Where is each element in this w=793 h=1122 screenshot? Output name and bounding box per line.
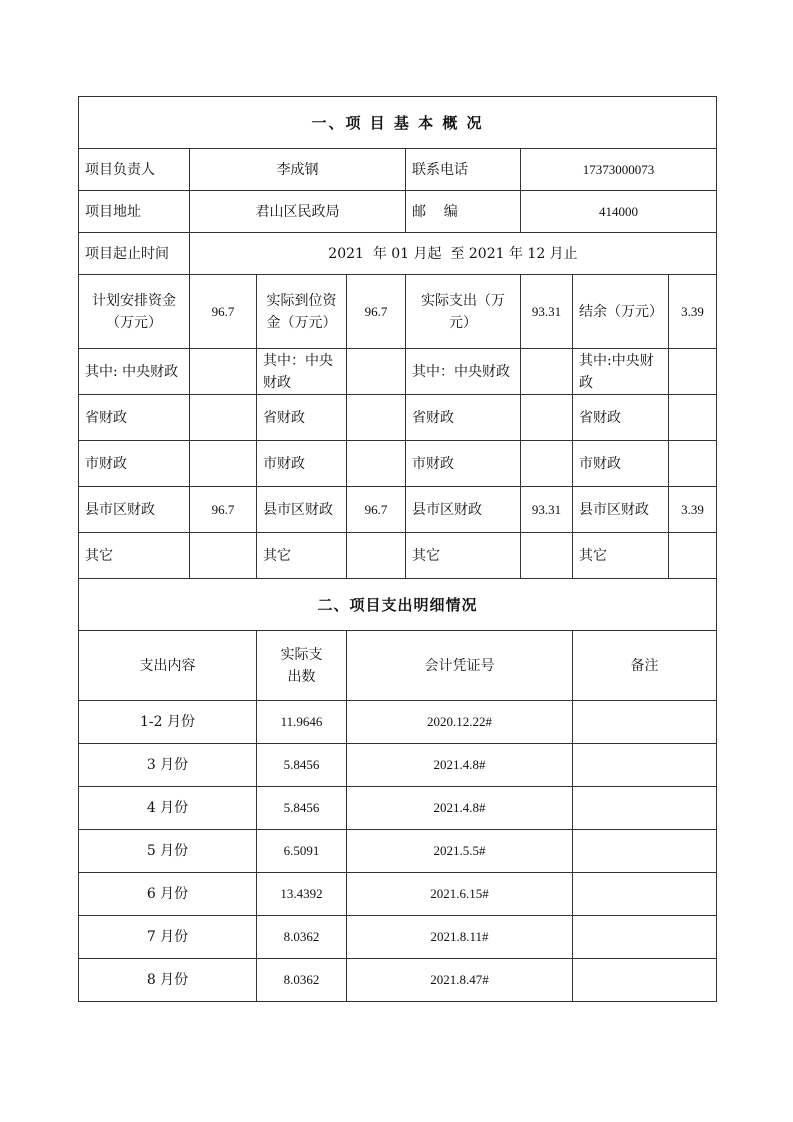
detail-content: 5 月份 bbox=[79, 830, 257, 873]
source-label: 市财政 bbox=[257, 441, 347, 487]
address-row bbox=[79, 191, 717, 233]
funding-source-row bbox=[79, 395, 717, 441]
source-value bbox=[190, 395, 257, 441]
detail-row bbox=[79, 787, 717, 830]
funding-source-row bbox=[79, 487, 717, 533]
detail-voucher: 2021.6.15# bbox=[347, 873, 573, 916]
source-value bbox=[669, 395, 717, 441]
source-label: 市财政 bbox=[79, 441, 190, 487]
source-value bbox=[190, 349, 257, 395]
source-value bbox=[347, 441, 406, 487]
detail-amount: 6.5091 bbox=[257, 830, 347, 873]
period-label: 项目起止时间 bbox=[79, 233, 190, 275]
address-label: 项目地址 bbox=[79, 191, 190, 233]
source-label: 其它 bbox=[573, 533, 669, 579]
source-label: 省财政 bbox=[257, 395, 347, 441]
source-value bbox=[669, 533, 717, 579]
spent-value: 93.31 bbox=[521, 275, 573, 349]
detail-note bbox=[573, 787, 717, 830]
source-value: 96.7 bbox=[347, 487, 406, 533]
funding-source-row bbox=[79, 349, 717, 395]
detail-amount: 5.8456 bbox=[257, 744, 347, 787]
header-voucher: 会计凭证号 bbox=[347, 631, 573, 701]
manager-label: 项目负责人 bbox=[79, 149, 190, 191]
manager-row bbox=[79, 149, 717, 191]
balance-label: 结余（万元） bbox=[573, 275, 669, 349]
detail-note bbox=[573, 701, 717, 744]
source-label: 县市区财政 bbox=[257, 487, 347, 533]
phone-label: 联系电话 bbox=[406, 149, 521, 191]
detail-voucher: 2020.12.22# bbox=[347, 701, 573, 744]
detail-note bbox=[573, 916, 717, 959]
detail-amount: 11.9646 bbox=[257, 701, 347, 744]
source-value bbox=[190, 533, 257, 579]
balance-value: 3.39 bbox=[669, 275, 717, 349]
detail-content: 1-2 月份 bbox=[79, 701, 257, 744]
source-value bbox=[669, 441, 717, 487]
source-label: 其它 bbox=[257, 533, 347, 579]
source-label: 其中: 中央财政 bbox=[79, 349, 190, 395]
section1-title: 一、项 目 基 本 概 况 bbox=[79, 97, 717, 149]
phone-value: 17373000073 bbox=[521, 149, 717, 191]
section2-title-row bbox=[79, 579, 717, 631]
received-value: 96.7 bbox=[347, 275, 406, 349]
source-label: 省财政 bbox=[573, 395, 669, 441]
source-value bbox=[521, 395, 573, 441]
source-value bbox=[347, 349, 406, 395]
period-value: 2021 年 01 月起 至 2021 年 12 月止 bbox=[190, 233, 717, 275]
source-value: 96.7 bbox=[190, 487, 257, 533]
detail-amount: 8.0362 bbox=[257, 916, 347, 959]
detail-content: 6 月份 bbox=[79, 873, 257, 916]
received-label: 实际到位资金（万元） bbox=[257, 275, 347, 349]
source-value bbox=[190, 441, 257, 487]
source-value bbox=[347, 395, 406, 441]
source-value: 3.39 bbox=[669, 487, 717, 533]
source-value bbox=[669, 349, 717, 395]
address-value: 君山区民政局 bbox=[190, 191, 406, 233]
detail-row bbox=[79, 916, 717, 959]
source-value bbox=[521, 441, 573, 487]
header-content: 支出内容 bbox=[79, 631, 257, 701]
section1-title-row bbox=[79, 97, 717, 149]
detail-row bbox=[79, 744, 717, 787]
funds-row bbox=[79, 275, 717, 349]
planned-value: 96.7 bbox=[190, 275, 257, 349]
detail-note bbox=[573, 744, 717, 787]
funding-source-row bbox=[79, 533, 717, 579]
detail-voucher: 2021.4.8# bbox=[347, 744, 573, 787]
detail-amount: 8.0362 bbox=[257, 959, 347, 1002]
source-value: 93.31 bbox=[521, 487, 573, 533]
header-amount: 实际支出数 bbox=[257, 631, 347, 701]
detail-row bbox=[79, 873, 717, 916]
source-label: 省财政 bbox=[406, 395, 521, 441]
detail-amount: 13.4392 bbox=[257, 873, 347, 916]
header-note: 备注 bbox=[573, 631, 717, 701]
source-label: 省财政 bbox=[79, 395, 190, 441]
source-label: 市财政 bbox=[573, 441, 669, 487]
manager-value: 李成钢 bbox=[190, 149, 406, 191]
detail-content: 4 月份 bbox=[79, 787, 257, 830]
source-label: 其中：中央财政 bbox=[257, 349, 347, 395]
detail-note bbox=[573, 959, 717, 1002]
source-value bbox=[521, 349, 573, 395]
source-label: 其中:中央财政 bbox=[573, 349, 669, 395]
detail-amount: 5.8456 bbox=[257, 787, 347, 830]
source-label: 其中：中央财政 bbox=[406, 349, 521, 395]
section2-title: 二、项目支出明细情况 bbox=[79, 579, 717, 631]
source-label: 县市区财政 bbox=[573, 487, 669, 533]
detail-voucher: 2021.4.8# bbox=[347, 787, 573, 830]
detail-content: 8 月份 bbox=[79, 959, 257, 1002]
period-row bbox=[79, 233, 717, 275]
detail-note bbox=[573, 830, 717, 873]
planned-label: 计划安排资金（万元） bbox=[79, 275, 190, 349]
project-table bbox=[78, 96, 717, 1002]
detail-voucher: 2021.5.5# bbox=[347, 830, 573, 873]
source-label: 其它 bbox=[406, 533, 521, 579]
detail-header-row bbox=[79, 631, 717, 701]
spent-label: 实际支出（万元） bbox=[406, 275, 521, 349]
source-label: 市财政 bbox=[406, 441, 521, 487]
source-label: 县市区财政 bbox=[406, 487, 521, 533]
source-value bbox=[347, 533, 406, 579]
detail-row bbox=[79, 830, 717, 873]
detail-note bbox=[573, 873, 717, 916]
source-value bbox=[521, 533, 573, 579]
detail-content: 7 月份 bbox=[79, 916, 257, 959]
detail-content: 3 月份 bbox=[79, 744, 257, 787]
detail-row bbox=[79, 701, 717, 744]
funding-source-row bbox=[79, 441, 717, 487]
source-label: 县市区财政 bbox=[79, 487, 190, 533]
detail-voucher: 2021.8.47# bbox=[347, 959, 573, 1002]
detail-row bbox=[79, 959, 717, 1002]
postcode-value: 414000 bbox=[521, 191, 717, 233]
detail-voucher: 2021.8.11# bbox=[347, 916, 573, 959]
source-label: 其它 bbox=[79, 533, 190, 579]
postcode-label: 邮 编 bbox=[406, 191, 521, 233]
